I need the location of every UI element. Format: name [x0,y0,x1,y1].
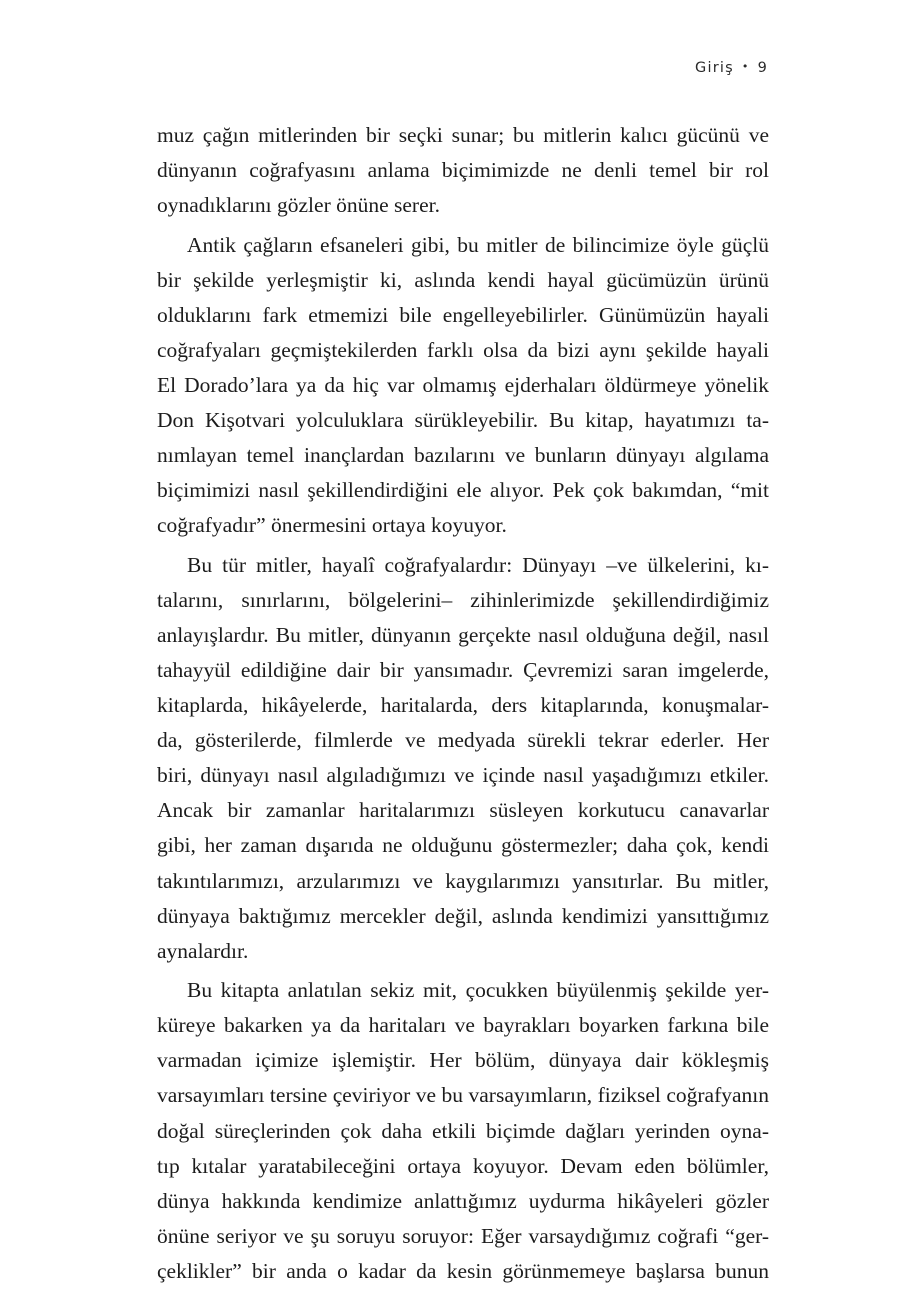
text-line: tıp kıtalar yaratabileceğini ortaya koyuyor. Devam eden bölümler, [157,1153,769,1178]
text-line: talarını, sınırlarını, bölgelerini– zihinlerimizde şekillendirdiğimiz [157,587,769,612]
text-line: Bu kitapta anlatılan sekiz mit, çocukken büyülenmiş şekilde yer- [187,978,769,1003]
text-line: El Dorado’lara ya da hiç var olmamış ejderhaları öldürmeye yönelik [157,372,769,397]
text-line: tahayyül edildiğine dair bir yansımadır. Çevremizi saran imgelerde, [157,658,769,682]
text-line: olduklarını fark etmemizi bile engelleyebilirler. Günümüzün hayali [157,302,769,327]
header-separator: • [741,60,750,73]
text-line: kitaplarda, hikâyelerde, haritalarda, ders kitaplarında, konuşmalar- [157,693,769,718]
text-line: biri, dünyayı nasıl algıladığımızı ve içinde nasıl yaşadığımızı etkiler. [157,763,769,788]
text-line: takıntılarımızı, arzularımızı ve kaygılarımızı yansıtırlar. Bu mitler, [157,868,769,893]
text-line: aynalardır. [157,938,249,963]
text-line: dünya hakkında kendimize anlattığımız uydurma hikâyeleri gözler [157,1188,769,1213]
text-line: küreye bakarken ya da haritaları ve bayrakları boyarken farkına bile [157,1013,769,1038]
text-line: biçimimizi nasıl şekillendirdiğini ele alıyor. Pek çok bakımdan, “mit [157,478,769,503]
text-line: oynadıklarını gözler önüne serer. [157,193,440,218]
paragraph [157,548,769,969]
text-line: Don Kişotvari yolculuklara sürükleyebilir. Bu kitap, hayatımızı ta- [157,408,769,433]
text-line: Bu tür mitler, hayalî coğrafyalardır: Dünyayı –ve ülkelerini, kı- [187,552,769,577]
text-line: doğal süreçlerinden çok daha etkili biçimde dağları yerinden oyna- [157,1118,769,1143]
text-line: coğrafyaları geçmiştekilerden farklı olsa da bizi aynı şekilde hayali [157,337,769,362]
text-line: varmadan içimize işlemiştir. Her bölüm, dünyaya dair kökleşmiş [157,1048,769,1073]
paragraph [157,118,769,223]
text-line: çeklikler” bir anda o kadar da kesin görünmemeye başlarsa bunun [157,1258,769,1283]
text-line: nımlayan temel inançlardan bazılarını ve bunların dünyayı algılama [157,443,769,468]
paragraph [157,973,769,1289]
text-line: bir şekilde yerleşmiştir ki, aslında kendi hayal gücümüzün ürünü [157,267,769,292]
text-line: dünyanın coğrafyasını anlama biçimimizde ne denli temel bir rol [157,158,769,183]
text-line: gibi, her zaman dışarıda ne olduğunu göstermezler; daha çok, kendi [157,833,769,858]
text-line: önüne seriyor ve şu soruyu soruyor: Eğer varsaydığımız coğrafi “ger- [157,1223,769,1248]
running-header [695,60,768,76]
text-line: da, gösterilerde, filmlerde ve medyada sürekli tekrar ederler. Her [157,728,769,753]
page-number: 9 [757,60,768,76]
text-line: muz çağın mitlerinden bir seçki sunar; bu mitlerin kalıcı gücünü ve [157,123,769,147]
text-line: coğrafyadır” önermesini ortaya koyuyor. [157,513,507,538]
text-line: dünyaya baktığımız mercekler değil, aslında kendimizi yansıttığımız [157,903,769,928]
text-line: varsayımları tersine çeviriyor ve bu varsayımların, fiziksel coğrafyanın [157,1083,769,1108]
body-text [157,118,769,1293]
text-line: Antik çağların efsaneleri gibi, bu mitler de bilincimize öyle güçlü [187,232,769,257]
paragraph [157,228,769,544]
header-section-title: Giriş [695,60,734,76]
text-line: anlayışlardır. Bu mitler, dünyanın gerçekte nasıl olduğuna değil, nasıl [157,622,769,647]
text-line: Ancak bir zamanlar haritalarımızı süsleyen korkutucu canavarlar [157,798,769,823]
